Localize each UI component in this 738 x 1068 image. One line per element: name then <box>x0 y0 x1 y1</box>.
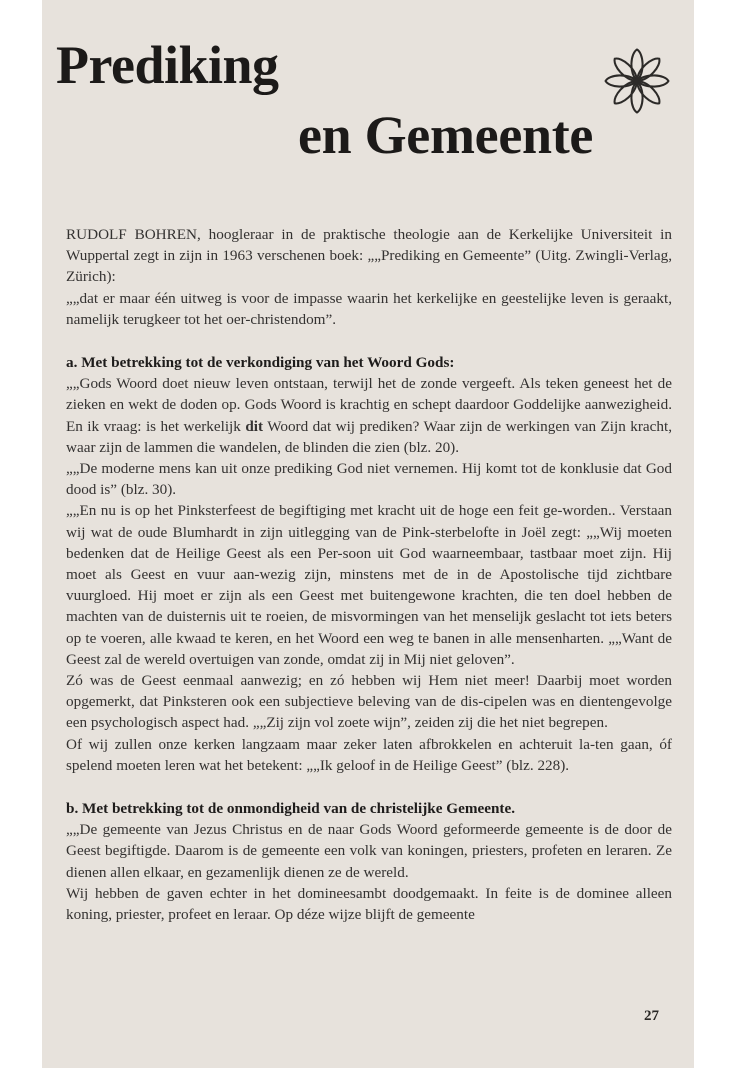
intro-paragraph: RUDOLF BOHREN, hoogleraar in de praktische theologie aan de Kerkelijke Universiteit in Wuppertal zegt in zijn in 1963 verschenen boek: „„Prediking en Gemeente” (Uitg. Zwingli-Verlag, Zürich): <box>66 226 672 286</box>
paragraph-text: Woord dat wij prediken? Waar zijn de werkingen van Zijn kracht, waar zijn de lammen die wandelen, de blinden die zien (blz. 20). <box>66 417 673 456</box>
section-a-paragraph-5: Of wij zullen onze kerken langzaam maar zeker laten afbrokkelen en achteruit la-ten gaan, óf spelend moeten leren wat het betekent: „„Ik geloof in de Heilige Geest” (blz. 228). <box>66 735 672 774</box>
section-heading-b: b. Met betrekking tot de onmondigheid van de christelijke Gemeente. <box>66 800 515 818</box>
section-a-paragraph-4: Zó was de Geest eenmaal aanwezig; en zó hebben wij Hem niet meer! Daarbij moet worden opgemerkt, dat Pinksteren ook een subjectieve beleving van de dis-cipelen was en dientengevolge een psychologisch aspect had. „„Zij zijn vol zoete wijn”, zeiden zij die het niet begrepen. <box>66 672 672 732</box>
section-a-paragraph-1 <box>66 373 672 458</box>
page-number: 27 <box>644 1008 659 1024</box>
flower-ornament-icon <box>600 44 674 118</box>
section-b-paragraph-1: „„De gemeente van Jezus Christus en de naar Gods Woord geformeerde gemeente is de door de Geest begiftigde. Daarom is de gemeente een volk van koningen, priesters, profeten en leraren. Ze dienen allen elkaar, en gezamenlijk dienen ze de wereld. <box>66 821 672 881</box>
page-title-line-2: en Gemeente <box>298 105 594 165</box>
section-b-paragraph-2: Wij hebben de gaven echter in het domineesambt doodgemaakt. In feite is de dominee alleen koning, priester, profeet en leraar. Op déze wijze blijft de gemeente <box>66 884 672 924</box>
section-heading-a: a. Met betrekking tot de verkondiging van het Woord Gods: <box>66 354 455 372</box>
emphasis-text: dit <box>245 417 264 435</box>
intro-quote: „„dat er maar één uitweg is voor de impasse waarin het kerkelijke en geestelijke leven is geraakt, namelijk terugkeer tot het oer-christendom”. <box>66 289 672 328</box>
article-body <box>66 224 672 925</box>
paragraph-text: „„Gods Woord doet nieuw leven ontstaan, terwijl het de zonde vergeeft. Als teken geneest het de zieken en wekt de doden op. Gods Woord is krachtig en schept daardoor Goddelijke aanwezigheid. En ik vraag: is het werkelijk <box>66 375 672 435</box>
section-a-paragraph-2: „„De moderne mens kan uit onze prediking God niet vernemen. Hij komt tot de konklusie dat God dood is” (blz. 30). <box>66 460 672 499</box>
section-a-paragraph-3: „„En nu is op het Pinksterfeest de begiftiging met kracht uit de hoge een feit ge-worden.. Verstaan wij wat de oude Blumhardt in zijn uitlegging van de Pink-sterbelofte in Joël zegt: „„Wij moeten bedenken dat de Heilige Geest als een Per-soon uit God waarneembaar, tastbaar moet zijn. Hij moet als Geest en vuur aan-wezig zijn, minstens met de in de Apostolische tijd zichtbare vuurgloed. Hij moet er zijn als een Geest met buitengewone krachten, die ten doel hebben de machten van de duisternis uit te roeien, de misvormingen van het menselijk geslacht tot iets beters op te voeren, alle kwaad te keren, en het Woord een weg te banen in alle mensenharten. „„Want de Geest zal de wereld overtuigen van zonde, omdat zij in Mij niet geloven”. <box>66 502 672 668</box>
book-page <box>42 0 694 1068</box>
page-title-line-1: Prediking <box>56 35 279 95</box>
